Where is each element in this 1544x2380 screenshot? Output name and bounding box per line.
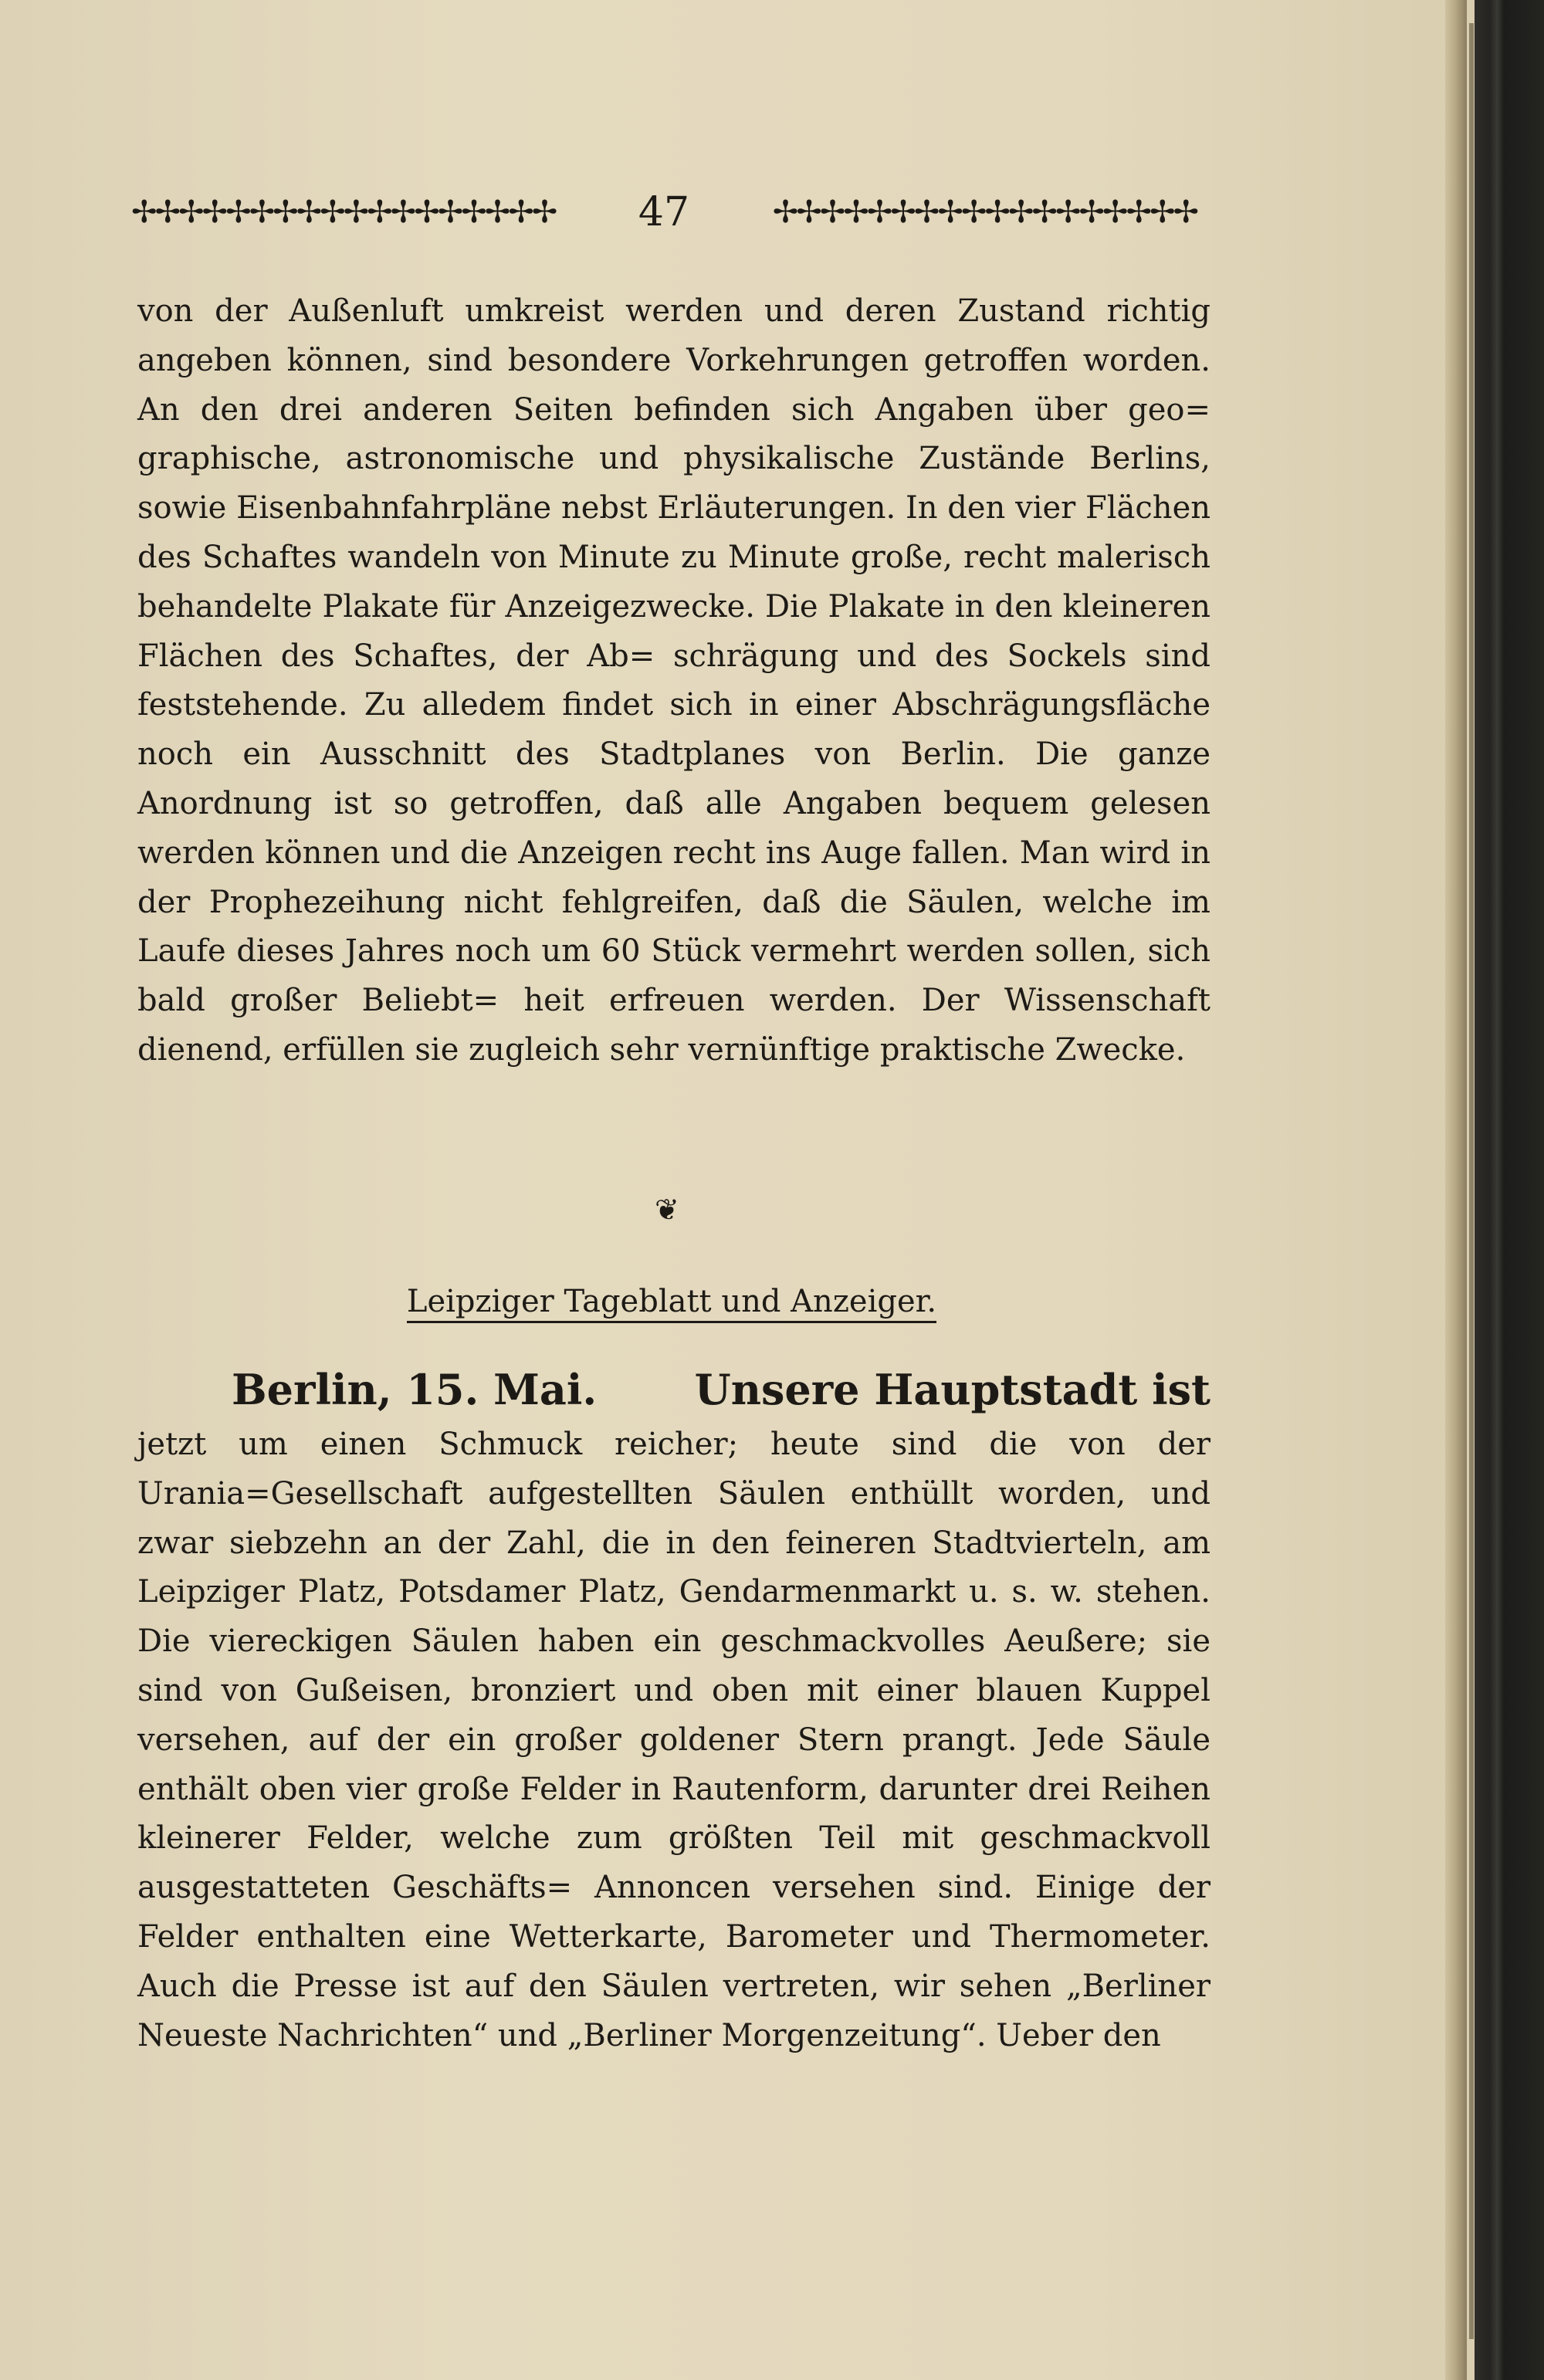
article-dateline: Berlin, 15. Mai. — [232, 1365, 598, 1414]
page-edge — [1445, 0, 1467, 2380]
book-cover-sheen — [1490, 0, 1504, 2380]
continued-paragraph: von der Außenluft umkreist werden und deren Zustand richtig angeben können, sind besondere Vorkehrungen getroffen worden. An den drei anderen Seiten befinden sich Angaben über geo= graphische, astronomische und physikalische Zustände Berlins, sowie Eisenbahnfahrpläne nebst Erläuterungen. In den vier Flächen des Schaftes wandeln von Minute zu Minute große, recht malerisch behandelte Plakate für Anzeigezwecke. Die Plakate in den kleineren Flächen des Schaftes, der Ab= schrägung und des Sockels sind feststehende. Zu alledem findet sich in einer Abschrägungsfläche noch ein Ausschnitt des Stadtplanes von Berlin. Die ganze Anordnung ist so getroffen, daß alle Angaben bequem gelesen werden können und die Anzeigen recht ins Auge fallen. Man wird in der Prophezeihung nicht fehlgreifen, daß die Säulen, welche im Laufe dieses Jahres noch um 60 Stück vermehrt werden sollen, sich bald großer Beliebt= heit erfreuen werden. Der Wissenschaft dienend, erfüllen sie zugleich sehr vernünftige praktische Zwecke. — [137, 293, 1210, 1068]
page-header — [131, 185, 1197, 239]
header-ornament-right: ✢✢✢✢✢✢✢✢✢✢✢✢✢✢✢✢✢✢ — [772, 195, 1197, 230]
article-lead — [232, 1365, 1210, 1414]
page-number: 47 — [638, 189, 690, 235]
header-ornament-left: ✢✢✢✢✢✢✢✢✢✢✢✢✢✢✢✢✢✢ — [131, 195, 556, 230]
source-attribution — [371, 1284, 973, 1323]
page-edge-line — [1469, 23, 1474, 2339]
newspaper-title: Leipziger Tageblatt und Anzeiger. — [407, 1284, 936, 1323]
article-body: jetzt um einen Schmuck reicher; heute sind die von der Urania=Gesellschaft aufgestellten Säulen enthüllt worden, und zwar siebzehn an der Zahl, die in den feineren Stadtvierteln, am Leipziger Platz, Potsdamer Platz, Gendarmenmarkt u. s. w. stehen. Die viereckigen Säulen haben ein geschmackvolles Aeußere; sie sind von Gußeisen, bronziert und oben mit einer blauen Kuppel versehen, auf der ein großer goldener Stern prangt. Jede Säule enthält oben vier große Felder in Rautenform, darunter drei Reihen kleinerer Felder, welche zum größten Teil mit geschmackvoll ausgestatteten Geschäfts= Annoncen versehen sind. Einige der Felder enthalten eine Wetterkarte, Barometer und Thermometer. Auch die Presse ist auf den Säulen vertreten, wir sehen „Berliner Neueste Nachrichten“ und „Berliner Morgenzeitung“. Ueber den — [137, 1427, 1210, 2053]
section-divider-ornament: ❦ — [655, 1193, 679, 1227]
book-cover — [1475, 0, 1544, 2380]
article-headline: Unsere Hauptstadt ist — [694, 1365, 1210, 1414]
